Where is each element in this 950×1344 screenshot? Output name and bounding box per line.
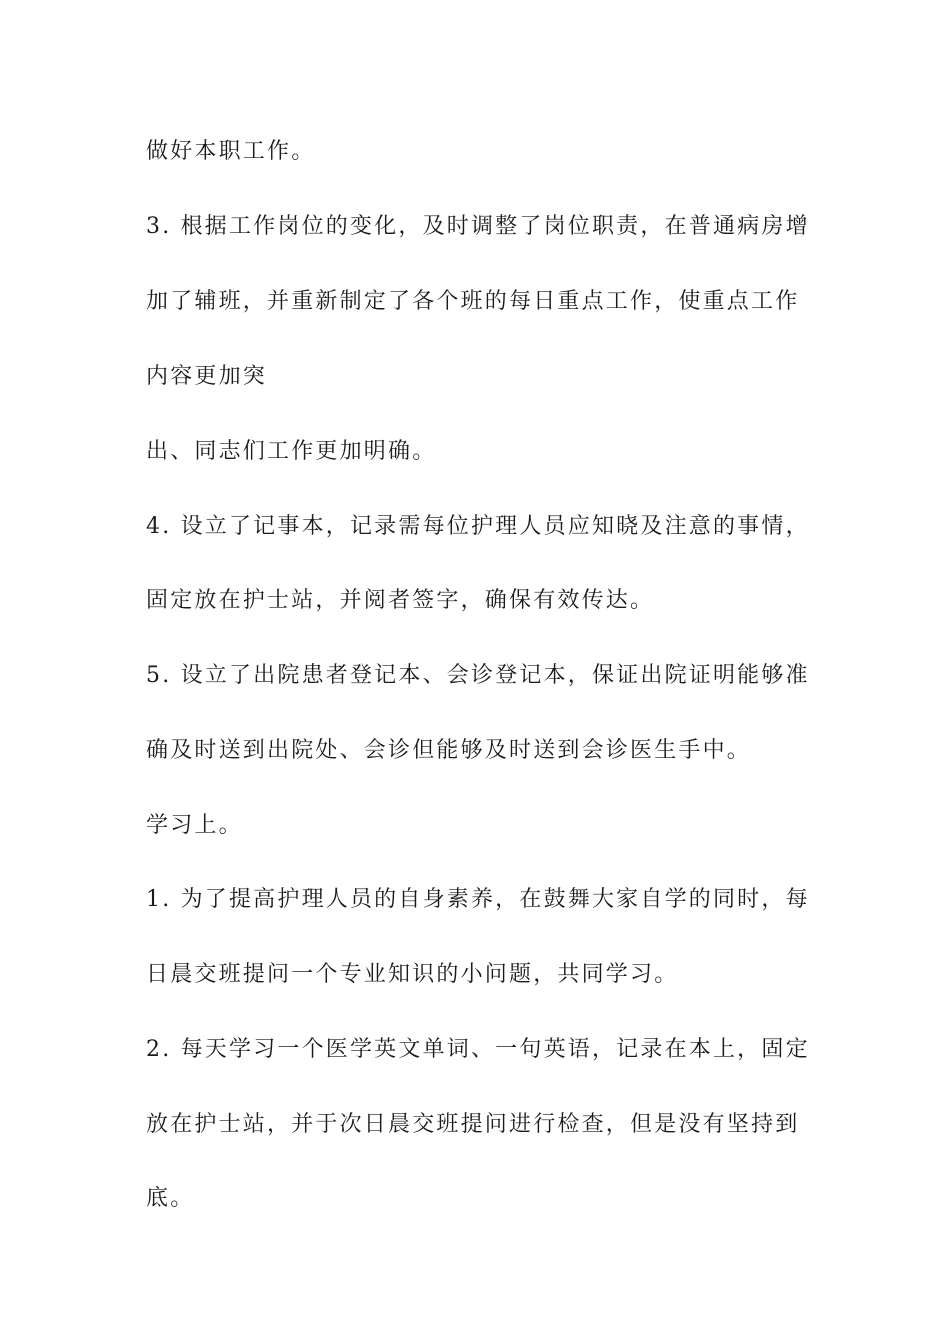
text-line: 固定放在护士站，并阅者签字，确保有效传达。 xyxy=(146,588,655,613)
text-line: 3. 根据工作岗位的变化，及时调整了岗位职责，在普通病房增 xyxy=(146,214,810,239)
text-line: 放在护士站，并于次日晨交班提问进行检查，但是没有坚持到 xyxy=(146,1112,800,1137)
text-line: 1. 为了提高护理人员的自身素养，在鼓舞大家自学的同时，每 xyxy=(146,887,810,912)
text-line: 内容更加突 xyxy=(146,364,268,389)
section-heading: 学习上。 xyxy=(146,813,243,838)
text-line: 加了辅班，并重新制定了各个班的每日重点工作，使重点工作 xyxy=(146,289,800,314)
text-line: 5. 设立了出院患者登记本、会诊登记本，保证出院证明能够准 xyxy=(146,663,810,688)
text-line: 出、同志们工作更加明确。 xyxy=(146,439,437,464)
text-line: 确及时送到出院处、会诊但能够及时送到会诊医生手中。 xyxy=(146,738,752,763)
text-line: 做好本职工作。 xyxy=(146,139,316,164)
text-line: 4. 设立了记事本，记录需每位护理人员应知晓及注意的事情， xyxy=(146,514,810,539)
text-line: 日晨交班提问一个专业知识的小问题，共同学习。 xyxy=(146,962,679,987)
text-line: 2. 每天学习一个医学英文单词、一句英语，记录在本上，固定 xyxy=(146,1037,810,1062)
text-line: 底。 xyxy=(146,1186,195,1211)
